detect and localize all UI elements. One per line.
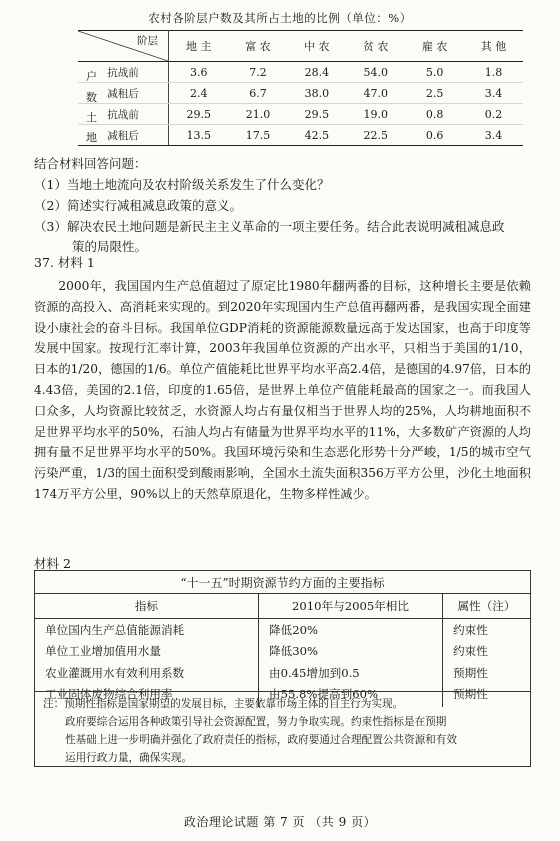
table-row	[78, 62, 523, 83]
question-item-3: （3）解决农民土地问题是新民主主义革命的一项主要任务。结合此表说明减租减息政	[34, 219, 505, 234]
table-cell: 17.5	[229, 125, 288, 146]
table-cell: 降低20%	[259, 619, 443, 641]
table-cell: 预期性	[453, 687, 488, 702]
side-label-tu: 土	[86, 111, 97, 124]
table1-title: 农村各阶层户数及其所占土地的比例（单位：%）	[148, 11, 412, 25]
row-label: 减租后	[78, 125, 169, 146]
table-cell: 0.2	[464, 104, 523, 125]
table-cell: 单位国内生产总值能源消耗	[35, 619, 259, 641]
questions-intro: 结合材料回答问题：	[34, 156, 147, 171]
table-cell: 38.0	[287, 83, 346, 104]
column-header: 地 主	[169, 31, 229, 62]
table-cell: 54.0	[346, 62, 405, 83]
corner-label: 阶层	[137, 35, 158, 47]
table-cell: 0.8	[405, 104, 464, 125]
table-cell: 降低30%	[259, 641, 443, 663]
table-cell: 21.0	[229, 104, 288, 125]
table-cell: 约束性	[453, 622, 488, 637]
row-label: 抗战前	[78, 104, 169, 125]
row-label: 抗战前	[78, 62, 169, 83]
table-cell: 42.5	[287, 125, 346, 146]
table-cell: 由0.45增加到0.5	[259, 662, 443, 684]
table-cell: 22.5	[346, 125, 405, 146]
table-cell: 3.4	[464, 83, 523, 104]
question-item-1: （1）当地土地流向及农村阶级关系发生了什么变化？	[34, 177, 330, 192]
column-header: 2010年与2005年相比	[259, 594, 443, 619]
table-cell: 6.7	[229, 83, 288, 104]
table-cell: 13.5	[169, 125, 229, 146]
page-footer: 政治理论试题 第 7 页 （共 9 页）	[183, 815, 377, 829]
table1-header-row	[78, 31, 523, 62]
column-header: 指标	[35, 594, 259, 619]
question-item-2: （2）简述实行减租减息政策的意义。	[34, 198, 242, 213]
table-row	[78, 83, 523, 104]
table2-note	[35, 691, 530, 767]
table-row	[35, 641, 530, 663]
table-cell: 28.4	[287, 62, 346, 83]
table-cell: 单位工业增加值用水量	[35, 641, 259, 663]
column-header: 贫 农	[346, 31, 405, 62]
table-cell: 预期性	[453, 665, 488, 680]
table-cell: 0.6	[405, 125, 464, 146]
table-cell: 2.5	[405, 83, 464, 104]
resource-indicator-table-box	[34, 570, 531, 767]
table-cell: 19.0	[346, 104, 405, 125]
table-cell: 29.5	[287, 104, 346, 125]
land-class-table	[78, 30, 523, 146]
note-line: 性基础上进一步明确并强化了政府责任的指标，政府要通过合理配置公共资源和有效	[65, 734, 457, 746]
table2-title: “十一五”时期资源节约方面的主要指标	[180, 576, 385, 590]
side-label-di: 地	[86, 131, 97, 144]
table-row	[35, 662, 530, 684]
column-header: 富 农	[229, 31, 288, 62]
material-1-paragraph: 2000年，我国国内生产总值超过了原定比1980年翻两番的目标，这种增长主要是依赖资源的高投入、高消耗来实现的。到2020年实现国内生产总值再翻两番，是我国实现全面建设小康社会的奋斗目标。我国单位GDP消耗的资源能源数量远高于发达国家，也高于印度等发展中国家。按现行汇率计算，2003年我国单位资源的产出水平，只相当于美国的1/10，日本的1/20，德国的1/6。单位产值能耗比世界平均水平高2.4倍，是德国的4.97倍，日本的4.43倍，美国的2.1倍，印度的1.65倍，是世界上单位产值能耗最高的国家之一。而我国人口众多，人均资源比较贫乏，水资源人均占有量仅相当于世界人均的25%，人均耕地面积不足世界平均水平的50%，石油人均占有储量为世界平均水平的11%，大多数矿产资源的人均拥有量不足世界平均水平的50%。我国环境污染和生态恶化形势十分严峻，1/5的城市空气污染严重，1/3的国土面积受到酸雨影响，全国水土流失面积356万平方公里，沙化土地面积174万平方公里，90%以上的天然草原退化，生物多样性减少。	[34, 279, 531, 501]
table-cell: 1.8	[464, 62, 523, 83]
side-label-shu: 数	[86, 91, 97, 104]
table-cell: 29.5	[169, 104, 229, 125]
note-line: 运用行政力量，确保实现。	[65, 752, 193, 764]
table-cell: 47.0	[346, 83, 405, 104]
table-cell: 3.6	[169, 62, 229, 83]
table-cell: 2.4	[169, 83, 229, 104]
table-cell: 3.4	[464, 125, 523, 146]
question-item-3-continuation: 策的局限性。	[72, 239, 148, 254]
column-header: 中 农	[287, 31, 346, 62]
table-cell: 约束性	[453, 644, 488, 659]
table-cell: 5.0	[405, 62, 464, 83]
column-header: 属性（注）	[443, 594, 531, 619]
table-cell: 7.2	[229, 62, 288, 83]
table-cell: 农业灌溉用水有效利用系数	[35, 662, 259, 684]
table-cell: 工业固体废物综合利用率	[35, 684, 259, 708]
table-cell: 由55.8%提高到60%	[259, 684, 443, 708]
question-37-heading: 37. 材料 1	[34, 255, 95, 270]
note-line: 注：预期性指标是国家期望的发展目标，主要依靠市场主体的自主行为实现。	[43, 698, 404, 710]
column-header: 雇 农	[405, 31, 464, 62]
side-label-hu: 户	[86, 70, 97, 83]
column-header: 其 他	[464, 31, 523, 62]
table-row	[78, 125, 523, 146]
resource-indicator-table	[35, 593, 530, 707]
table2-header-row	[35, 594, 530, 619]
note-line: 政府要综合运用各种政策引导社会资源配置，努力争取实现。约束性指标是在预期	[65, 716, 447, 728]
row-label: 减租后	[78, 83, 169, 104]
material-2-heading: 材料 2	[34, 556, 71, 571]
table-row	[35, 619, 530, 641]
table-row	[78, 104, 523, 125]
table1-corner-cell	[78, 31, 169, 62]
